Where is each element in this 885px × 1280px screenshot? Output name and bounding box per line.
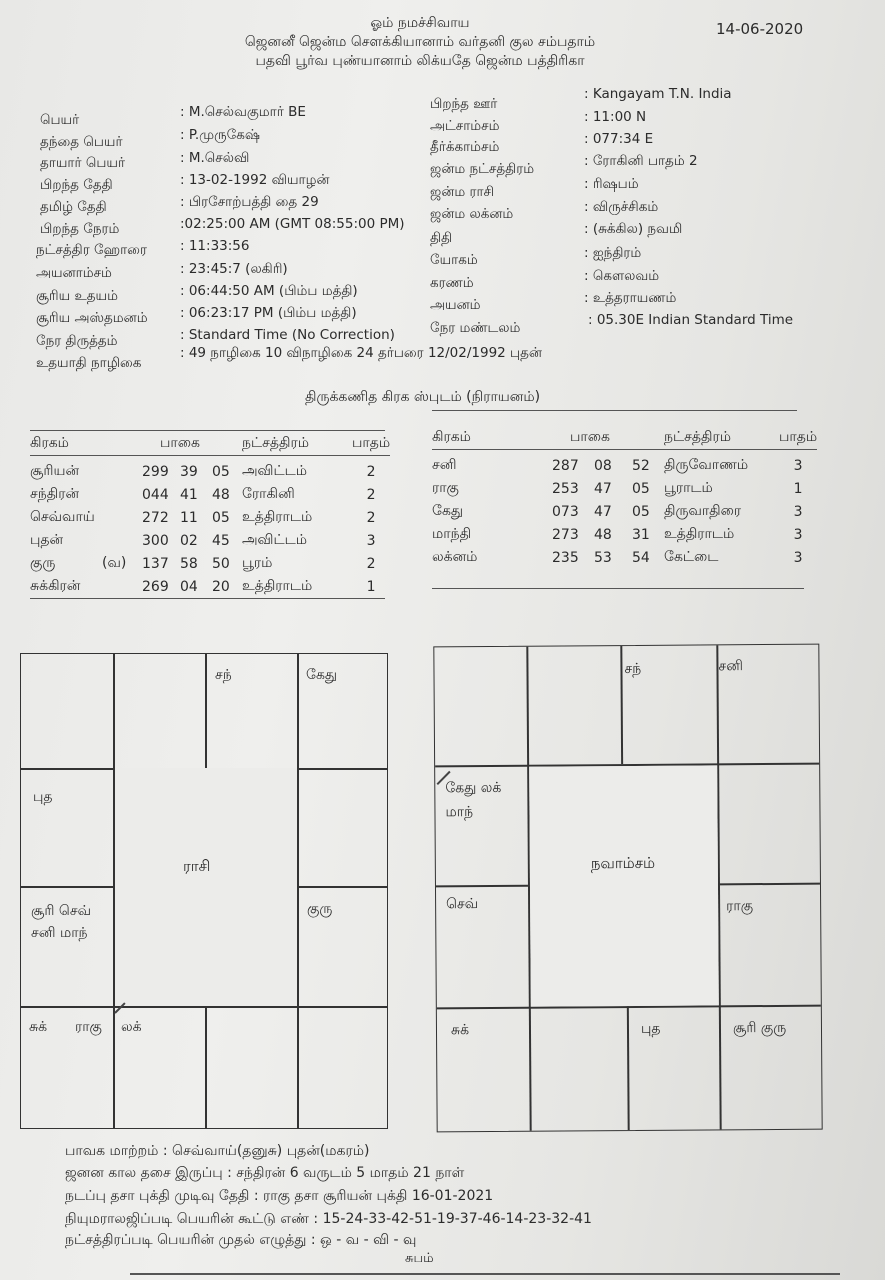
planet-sec: 31 (632, 526, 650, 543)
planet-mark (102, 460, 142, 483)
value-mother: : M.செல்வி (180, 150, 250, 166)
rasi-chart (20, 653, 388, 1129)
navamsa-chart-title: நவாம்சம் (590, 853, 656, 873)
navamsa-cell-3: சந் (624, 660, 642, 678)
label-birth-time: பிறந்த நேரம் (40, 221, 120, 237)
planet-deg: 287 (552, 457, 579, 474)
value-father: : P.முருகேஷ் (180, 127, 260, 143)
rasi-cell-12: புத (33, 789, 53, 805)
planet-star: உத்திராடம் (242, 508, 313, 525)
planet-table-left (30, 432, 390, 598)
planet-deg: 269 (142, 578, 169, 595)
left-table-bottom-rule (30, 598, 385, 599)
planet-pada: 3 (793, 503, 803, 520)
navamsa-cell-9: சுக் (450, 1022, 470, 1039)
header-paadam: பாதம் (352, 434, 391, 451)
label-father: தந்தை பெயர் (40, 134, 123, 150)
print-date: 14-06-2020 (716, 20, 804, 38)
table-row (432, 523, 817, 546)
planet-star: பூராடம் (664, 479, 713, 496)
value-name: : M.செல்வகுமார் BE (180, 104, 306, 120)
header-paadam: பாதம் (779, 428, 818, 445)
label-udhayadi-nazhigai: உதயாதி நாழிகை (36, 355, 142, 371)
label-karanam: கரணம் (430, 275, 474, 291)
planet-mark (102, 506, 142, 529)
navamsa-chart (433, 644, 822, 1133)
value-janma-rasi: : ரிஷபம் (584, 176, 639, 192)
value-ayanam: : உத்தராயணம் (584, 290, 677, 306)
planet-deg: 273 (552, 526, 579, 543)
table-row (30, 552, 390, 575)
footer-subam: சுபம் (405, 1251, 434, 1266)
planet-name: சந்திரன் (30, 485, 80, 502)
planet-name: மாந்தி (432, 525, 472, 542)
invocation-line: ஓம் நமச்சிவாய (370, 15, 470, 31)
label-time-correction: நேர திருத்தம் (36, 333, 118, 349)
label-star-hora: நட்சத்திர ஹோரை (36, 242, 147, 258)
planet-pada: 3 (793, 457, 803, 474)
value-time-correction: : Standard Time (No Correction) (180, 327, 395, 343)
planet-name: சூரியன் (30, 462, 80, 479)
planet-name: புதன் (30, 531, 64, 548)
planet-deg: 300 (142, 532, 169, 549)
header-graha: கிரகம் (30, 434, 69, 451)
table-row (30, 575, 390, 598)
footer-current-dasa: நடப்பு தசா புக்தி முடிவு தேதி : ராகு தசா சூரியன் புக்தி 16-01-2021 (65, 1188, 494, 1204)
planet-sec: 50 (212, 555, 230, 572)
sloka-line-2: பதவி பூர்வ புண்யானாம் லிக்யதே ஜென்ம பத்திரிகா (255, 53, 585, 69)
planet-name: சனி (432, 456, 457, 473)
value-sunset: : 06:23:17 PM (பிம்ப மத்தி) (180, 305, 357, 321)
table-row (30, 529, 390, 552)
planet-star: ரோகினி (242, 485, 295, 502)
table-row (30, 483, 390, 506)
label-janma-rasi: ஜன்ம ராசி (430, 184, 495, 200)
planet-sec: 45 (212, 532, 230, 549)
planet-pada: 1 (793, 480, 803, 497)
planet-min: 04 (180, 578, 198, 595)
planet-sec: 05 (632, 480, 650, 497)
planet-min: 53 (594, 549, 612, 566)
planet-pada: 1 (366, 578, 376, 595)
planet-sec: 05 (632, 503, 650, 520)
table-row (432, 546, 817, 569)
planet-sec: 05 (212, 509, 230, 526)
planet-star: அவிட்டம் (242, 462, 308, 479)
planet-deg: 253 (552, 480, 579, 497)
planet-pada: 2 (366, 486, 376, 503)
planet-sec: 20 (212, 578, 230, 595)
label-name: பெயர் (40, 112, 80, 128)
planet-table-right (432, 426, 817, 569)
label-janma-lagna: ஜன்ம லக்னம் (430, 206, 514, 222)
footer-numerology: நியுமராலஜிப்படி பெயரின் கூட்டு எண் : 15-24-33-42-51-19-37-46-14-23-32-41 (65, 1211, 592, 1227)
planet-name: லக்னம் (432, 548, 478, 565)
navamsa-cell-10: செவ் (446, 896, 479, 913)
right-table-bottom-rule (432, 588, 804, 589)
planet-pada: 3 (793, 549, 803, 566)
planet-star: கேட்டை (664, 548, 719, 565)
planet-min: 47 (594, 480, 612, 497)
planet-deg: 272 (142, 509, 169, 526)
rasi-cell-4: கேது (306, 667, 338, 683)
rasi-cell-10-line2: சனி மாந் (31, 925, 88, 941)
planet-star: உத்திராடம் (242, 577, 313, 594)
table-row (30, 460, 390, 483)
value-birth-date: : 13-02-1992 வியாழன் (180, 172, 330, 188)
value-star-hora: : 11:33:56 (180, 238, 250, 254)
planet-table-left-header (30, 432, 390, 456)
planet-table-right-header (432, 426, 817, 450)
navamsa-cell-12-line1: கேது லக் (445, 779, 502, 797)
left-table-top-rule (30, 430, 385, 431)
value-janma-nakshatra: : ரோகினி பாதம் 2 (584, 153, 698, 169)
planet-min: 48 (594, 526, 612, 543)
header-paagai: பாகை (160, 434, 200, 451)
table-row (30, 506, 390, 529)
value-birth-place: : Kangayam T.N. India (584, 86, 732, 102)
planet-min: 58 (180, 555, 198, 572)
planet-pada: 2 (366, 509, 376, 526)
navamsa-cell-6: சூரி குரு (732, 1019, 787, 1037)
planet-deg: 044 (142, 486, 169, 503)
planet-name: குரு (30, 554, 56, 571)
planet-star: திருவோணம் (664, 456, 749, 473)
navamsa-cell-7: புத (640, 1020, 661, 1037)
value-sunrise: : 06:44:50 AM (பிம்ப மத்தி) (180, 283, 358, 299)
planet-pada: 2 (366, 463, 376, 480)
planet-star: பூரம் (242, 554, 273, 571)
planet-sec: 48 (212, 486, 230, 503)
planet-mark (102, 529, 142, 552)
planet-mark (102, 575, 142, 598)
rasi-cell-8: லக் (121, 1019, 142, 1035)
planet-pada: 2 (366, 555, 376, 572)
header-paagai: பாகை (570, 428, 610, 445)
planet-deg: 299 (142, 463, 169, 480)
planet-sec: 54 (632, 549, 650, 566)
planet-min: 02 (180, 532, 198, 549)
navamsa-cell-12-line2: மாந் (445, 804, 474, 821)
footer-rule (130, 1273, 840, 1275)
planet-pada: 3 (793, 526, 803, 543)
value-thithi: : (சுக்கில) நவமி (584, 221, 683, 237)
rasi-cell-9-rahu: ராகு (75, 1019, 102, 1035)
planet-min: 08 (594, 457, 612, 474)
table-row (432, 477, 817, 500)
planet-star: உத்திராடம் (664, 525, 735, 542)
planet-pada: 3 (366, 532, 376, 549)
label-latitude: அட்சாம்சம் (430, 118, 500, 134)
footer-name-letters: நட்சத்திரப்படி பெயரின் முதல் எழுத்து : ஒ - வ - வி - வு (65, 1232, 417, 1248)
planet-name: ராகு (432, 479, 459, 496)
rasi-cell-10-line1: சூரி செவ் (31, 903, 91, 919)
label-birth-date: பிறந்த தேதி (40, 177, 113, 193)
label-ayanam: அயனம் (430, 297, 481, 313)
planet-star: திருவாதிரை (664, 502, 742, 519)
value-janma-lagna: : விருச்சிகம் (584, 199, 659, 215)
label-sunrise: சூரிய உதயம் (36, 288, 118, 304)
label-ayanamsa: அயனாம்சம் (36, 265, 112, 281)
label-birth-place: பிறந்த ஊர் (430, 96, 498, 112)
navamsa-cell-5: ராகு (726, 898, 754, 915)
label-mother: தாயார் பெயர் (40, 155, 126, 171)
planet-mark: (வ) (102, 554, 127, 571)
footer-dasa-balance: ஜனன கால தசை இருப்பு : சந்திரன் 6 வருடம் 5 மாதம் 21 நாள் (65, 1165, 465, 1181)
table-row (432, 500, 817, 523)
value-ayanamsa: : 23:45:7 (லகிரி) (180, 261, 288, 277)
label-longitude: தீர்க்காம்சம் (430, 139, 500, 155)
planet-name: கேது (432, 502, 464, 519)
planet-min: 47 (594, 503, 612, 520)
value-udhayadi-nazhigai: : 49 நாழிகை 10 விநாழிகை 24 தர்பரை 12/02/1992 புதன் (180, 345, 542, 361)
planet-mark (102, 483, 142, 506)
value-latitude: : 11:00 N (584, 109, 647, 125)
planet-star: அவிட்டம் (242, 531, 308, 548)
planet-min: 11 (180, 509, 198, 526)
planet-deg: 137 (142, 555, 169, 572)
planet-sec: 52 (632, 457, 650, 474)
header-nakshatra: நட்சத்திரம் (242, 434, 309, 451)
value-tamil-date: : பிரசோற்பத்தி தை 29 (180, 194, 319, 210)
planet-name: சுக்கிரன் (30, 577, 81, 594)
label-thithi: திதி (430, 230, 453, 246)
footer-bhava-change: பாவக மாற்றம் : செவ்வாய்(தனுசு) புதன்(மகரம்) (65, 1143, 370, 1159)
rasi-chart-title: ராசி (183, 857, 211, 875)
value-longitude: : 077:34 E (584, 131, 654, 147)
table-row (432, 454, 817, 477)
label-janma-nakshatra: ஜன்ம நட்சத்திரம் (430, 161, 535, 177)
label-tamil-date: தமிழ் தேதி (40, 199, 107, 215)
value-birth-time: :02:25:00 AM (GMT 08:55:00 PM) (180, 216, 405, 232)
rasi-cell-9-venus: சுக் (29, 1019, 48, 1035)
label-sunset: சூரிய அஸ்தமனம் (36, 310, 148, 326)
right-table-top-rule (432, 410, 797, 411)
header-nakshatra: நட்சத்திரம் (664, 428, 731, 445)
sloka-line-1: ஜெனனீ ஜென்ம சௌக்கியானாம் வர்தனி குல சம்பதாம் (244, 34, 596, 50)
planet-min: 41 (180, 486, 198, 503)
rasi-cell-5: குரு (307, 901, 333, 917)
label-yogam: யோகம் (430, 252, 478, 268)
navamsa-cell-4: சனி (718, 658, 744, 675)
planet-min: 39 (180, 463, 198, 480)
value-time-zone: : 05.30E Indian Standard Time (588, 312, 794, 328)
planet-section-title: திருக்கணித கிரக ஸ்புடம் (நிராயனம்) (305, 389, 541, 405)
label-time-zone: நேர மண்டலம் (430, 320, 521, 336)
value-yogam: : ஐந்திரம் (584, 245, 642, 261)
planet-name: செவ்வாய் (30, 508, 95, 525)
planet-deg: 073 (552, 503, 579, 520)
planet-deg: 235 (552, 549, 579, 566)
planet-sec: 05 (212, 463, 230, 480)
header-graha: கிரகம் (432, 428, 471, 445)
value-karanam: : கௌலவம் (584, 268, 660, 284)
rasi-cell-3: சந் (215, 667, 232, 683)
